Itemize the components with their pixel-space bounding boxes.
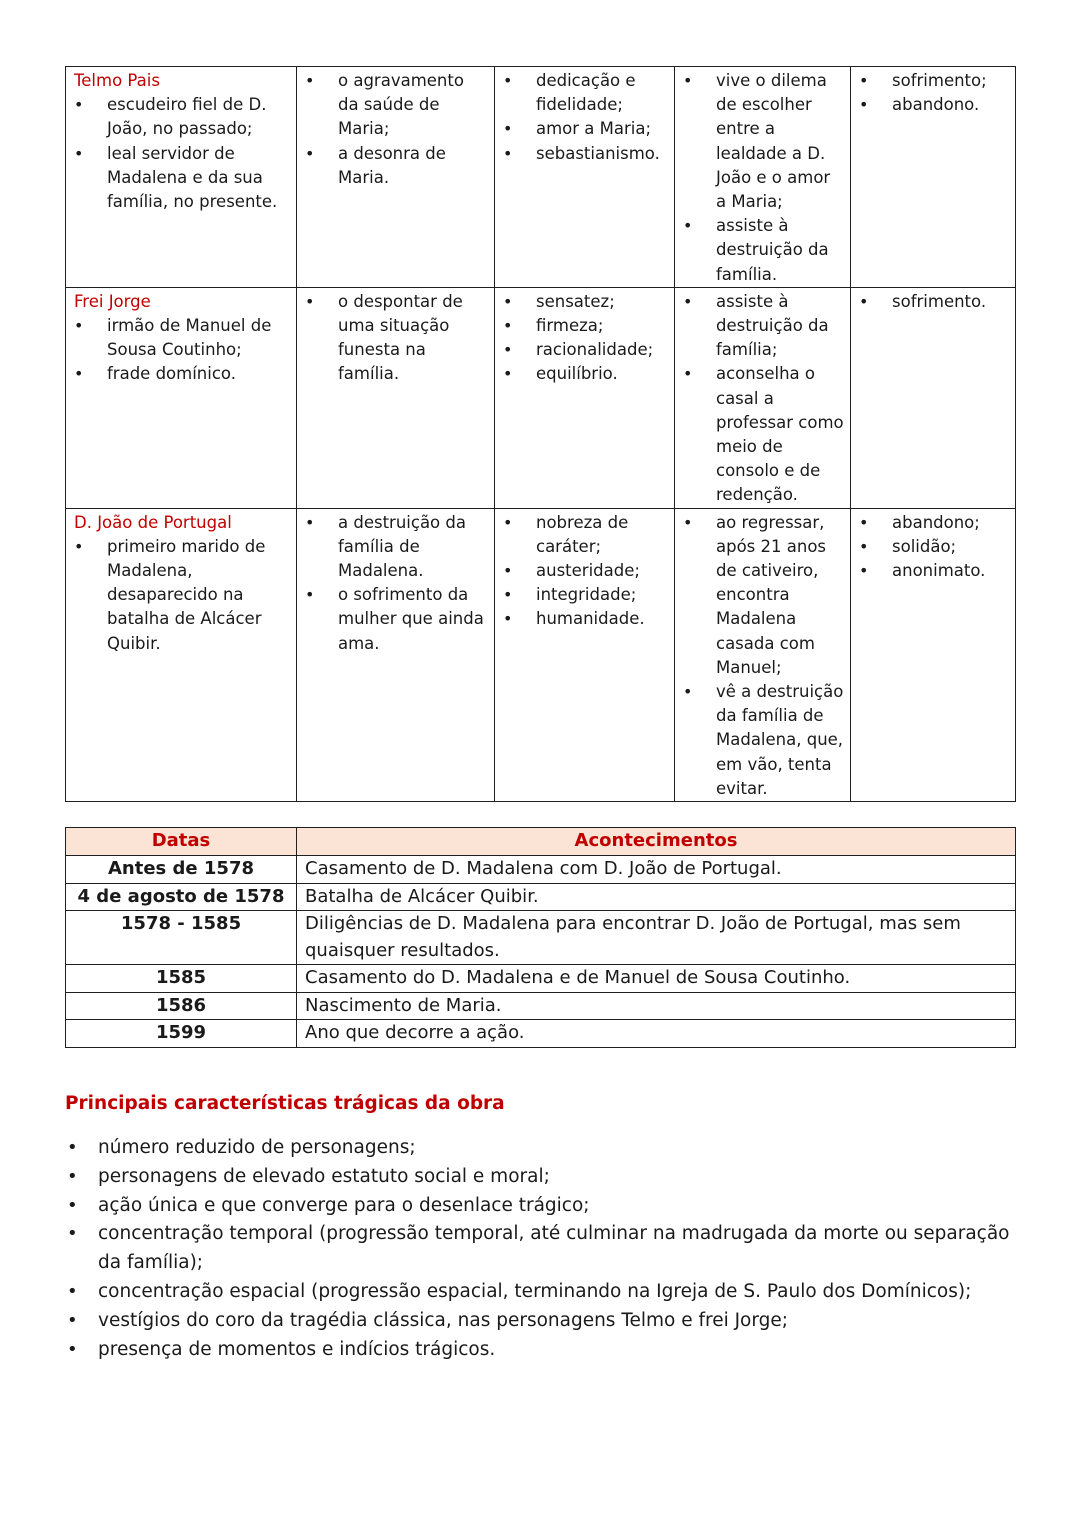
list-item: • o sofrimento da mulher que ainda ama. bbox=[305, 583, 488, 656]
bullet-list bbox=[683, 511, 844, 801]
list-item: • vive o dilema de escolher entre a lealdade a D. João e o amor a Maria; bbox=[683, 69, 844, 214]
table-cell-col5 bbox=[851, 287, 1016, 508]
list-item: • anonimato. bbox=[859, 559, 1009, 583]
table-cell-col2 bbox=[297, 287, 495, 508]
table-row bbox=[66, 67, 1016, 288]
table-cell-col3 bbox=[495, 508, 675, 801]
bullet-list bbox=[503, 290, 668, 387]
character-name: D. João de Portugal bbox=[74, 512, 232, 532]
list-item: • primeiro marido de Madalena, desaparecido na batalha de Alcácer Quibir. bbox=[74, 535, 290, 656]
character-name: Telmo Pais bbox=[74, 71, 160, 90]
timeline-event: Ano que decorre a ação. bbox=[297, 1020, 1016, 1048]
bullet-list bbox=[859, 69, 1009, 117]
characters-table bbox=[65, 66, 1016, 802]
table-row bbox=[66, 856, 1016, 884]
timeline-event: Diligências de D. Madalena para encontrar D. João de Portugal, mas sem quaisquer resultados. bbox=[297, 911, 1016, 965]
table-row bbox=[66, 911, 1016, 965]
list-item: • escudeiro fiel de D. João, no passado; bbox=[74, 93, 290, 141]
table-cell-col5 bbox=[851, 508, 1016, 801]
bullet-list bbox=[683, 290, 844, 508]
table-cell-col4 bbox=[675, 287, 851, 508]
bullet-list bbox=[74, 93, 290, 214]
character-cell bbox=[66, 67, 297, 288]
timeline-event: Nascimento de Maria. bbox=[297, 992, 1016, 1020]
list-item: • concentração temporal (progressão temporal, até culminar na madrugada da morte ou separação da família); bbox=[65, 1220, 1015, 1278]
bullet-list bbox=[683, 69, 844, 287]
list-item: • solidão; bbox=[859, 535, 1009, 559]
timeline-event: Casamento do D. Madalena e de Manuel de Sousa Coutinho. bbox=[297, 965, 1016, 993]
list-item: • dedicação e fidelidade; bbox=[503, 69, 668, 117]
timeline-date: 4 de agosto de 1578 bbox=[66, 883, 297, 911]
list-item: • concentração espacial (progressão espacial, terminando na Igreja de S. Paulo dos Domínicos); bbox=[65, 1278, 1015, 1307]
timeline-table bbox=[65, 827, 1016, 1048]
timeline-header-row bbox=[66, 828, 1016, 856]
list-item: • sofrimento; bbox=[859, 69, 1009, 93]
bullet-list bbox=[74, 314, 290, 387]
timeline-header-dates: Datas bbox=[66, 828, 297, 856]
list-item: • frade domínico. bbox=[74, 362, 290, 386]
list-item: • abandono; bbox=[859, 511, 1009, 535]
list-item: • firmeza; bbox=[503, 314, 668, 338]
bullet-list bbox=[305, 290, 488, 387]
characters-table-body bbox=[66, 67, 1016, 802]
tragic-characteristics-list bbox=[65, 1134, 1015, 1364]
list-item: • vestígios do coro da tragédia clássica, nas personagens Telmo e frei Jorge; bbox=[65, 1307, 1015, 1336]
list-item: • integridade; bbox=[503, 583, 668, 607]
list-item: • irmão de Manuel de Sousa Coutinho; bbox=[74, 314, 290, 362]
timeline-date: Antes de 1578 bbox=[66, 856, 297, 884]
bullet-list bbox=[859, 290, 1009, 314]
bullet-list bbox=[503, 69, 668, 166]
table-cell-col2 bbox=[297, 67, 495, 288]
bullet-list bbox=[859, 511, 1009, 584]
timeline-date: 1599 bbox=[66, 1020, 297, 1048]
list-item: • abandono. bbox=[859, 93, 1009, 117]
timeline-date: 1586 bbox=[66, 992, 297, 1020]
bullet-list bbox=[305, 69, 488, 190]
table-cell-col5 bbox=[851, 67, 1016, 288]
list-item: • ação única e que converge para o desenlace trágico; bbox=[65, 1192, 1015, 1221]
list-item: • humanidade. bbox=[503, 607, 668, 631]
table-cell-col3 bbox=[495, 67, 675, 288]
list-item: • equilíbrio. bbox=[503, 362, 668, 386]
bullet-list bbox=[503, 511, 668, 632]
timeline-event: Casamento de D. Madalena com D. João de Portugal. bbox=[297, 856, 1016, 884]
list-item: • assiste à destruição da família; bbox=[683, 290, 844, 363]
character-cell bbox=[66, 287, 297, 508]
table-row bbox=[66, 965, 1016, 993]
list-item: • amor a Maria; bbox=[503, 117, 668, 141]
list-item: • assiste à destruição da família. bbox=[683, 214, 844, 287]
list-item: • presença de momentos e indícios trágicos. bbox=[65, 1336, 1015, 1365]
list-item: • número reduzido de personagens; bbox=[65, 1134, 1015, 1163]
table-row bbox=[66, 992, 1016, 1020]
list-item: • sebastianismo. bbox=[503, 142, 668, 166]
list-item: • nobreza de caráter; bbox=[503, 511, 668, 559]
timeline-date: 1585 bbox=[66, 965, 297, 993]
list-item: • sensatez; bbox=[503, 290, 668, 314]
character-cell bbox=[66, 508, 297, 801]
list-item: • ao regressar, após 21 anos de cativeiro, encontra Madalena casada com Manuel; bbox=[683, 511, 844, 680]
table-cell-col3 bbox=[495, 287, 675, 508]
list-item: • personagens de elevado estatuto social e moral; bbox=[65, 1163, 1015, 1192]
list-item: • austeridade; bbox=[503, 559, 668, 583]
list-item: • sofrimento. bbox=[859, 290, 1009, 314]
timeline-table-body bbox=[66, 856, 1016, 1048]
list-item: • o agravamento da saúde de Maria; bbox=[305, 69, 488, 142]
table-cell-col4 bbox=[675, 67, 851, 288]
list-item: • a destruição da família de Madalena. bbox=[305, 511, 488, 584]
table-row bbox=[66, 508, 1016, 801]
list-item: • leal servidor de Madalena e da sua família, no presente. bbox=[74, 142, 290, 215]
list-item: • aconselha o casal a professar como meio de consolo e de redenção. bbox=[683, 362, 844, 507]
timeline-event: Batalha de Alcácer Quibir. bbox=[297, 883, 1016, 911]
table-cell-col4 bbox=[675, 508, 851, 801]
timeline-date: 1578 - 1585 bbox=[66, 911, 297, 965]
character-name: Frei Jorge bbox=[74, 291, 151, 311]
timeline-header-events: Acontecimentos bbox=[297, 828, 1016, 856]
list-item: • vê a destruição da família de Madalena, que, em vão, tenta evitar. bbox=[683, 680, 844, 801]
table-cell-col2 bbox=[297, 508, 495, 801]
section-title: Principais características trágicas da obra bbox=[65, 1093, 505, 1114]
list-item: • racionalidade; bbox=[503, 338, 668, 362]
table-row bbox=[66, 883, 1016, 911]
table-row bbox=[66, 287, 1016, 508]
list-item: • o despontar de uma situação funesta na família. bbox=[305, 290, 488, 387]
table-row bbox=[66, 1020, 1016, 1048]
bullet-list bbox=[74, 535, 290, 656]
bullet-list bbox=[305, 511, 488, 656]
list-item: • a desonra de Maria. bbox=[305, 142, 488, 190]
